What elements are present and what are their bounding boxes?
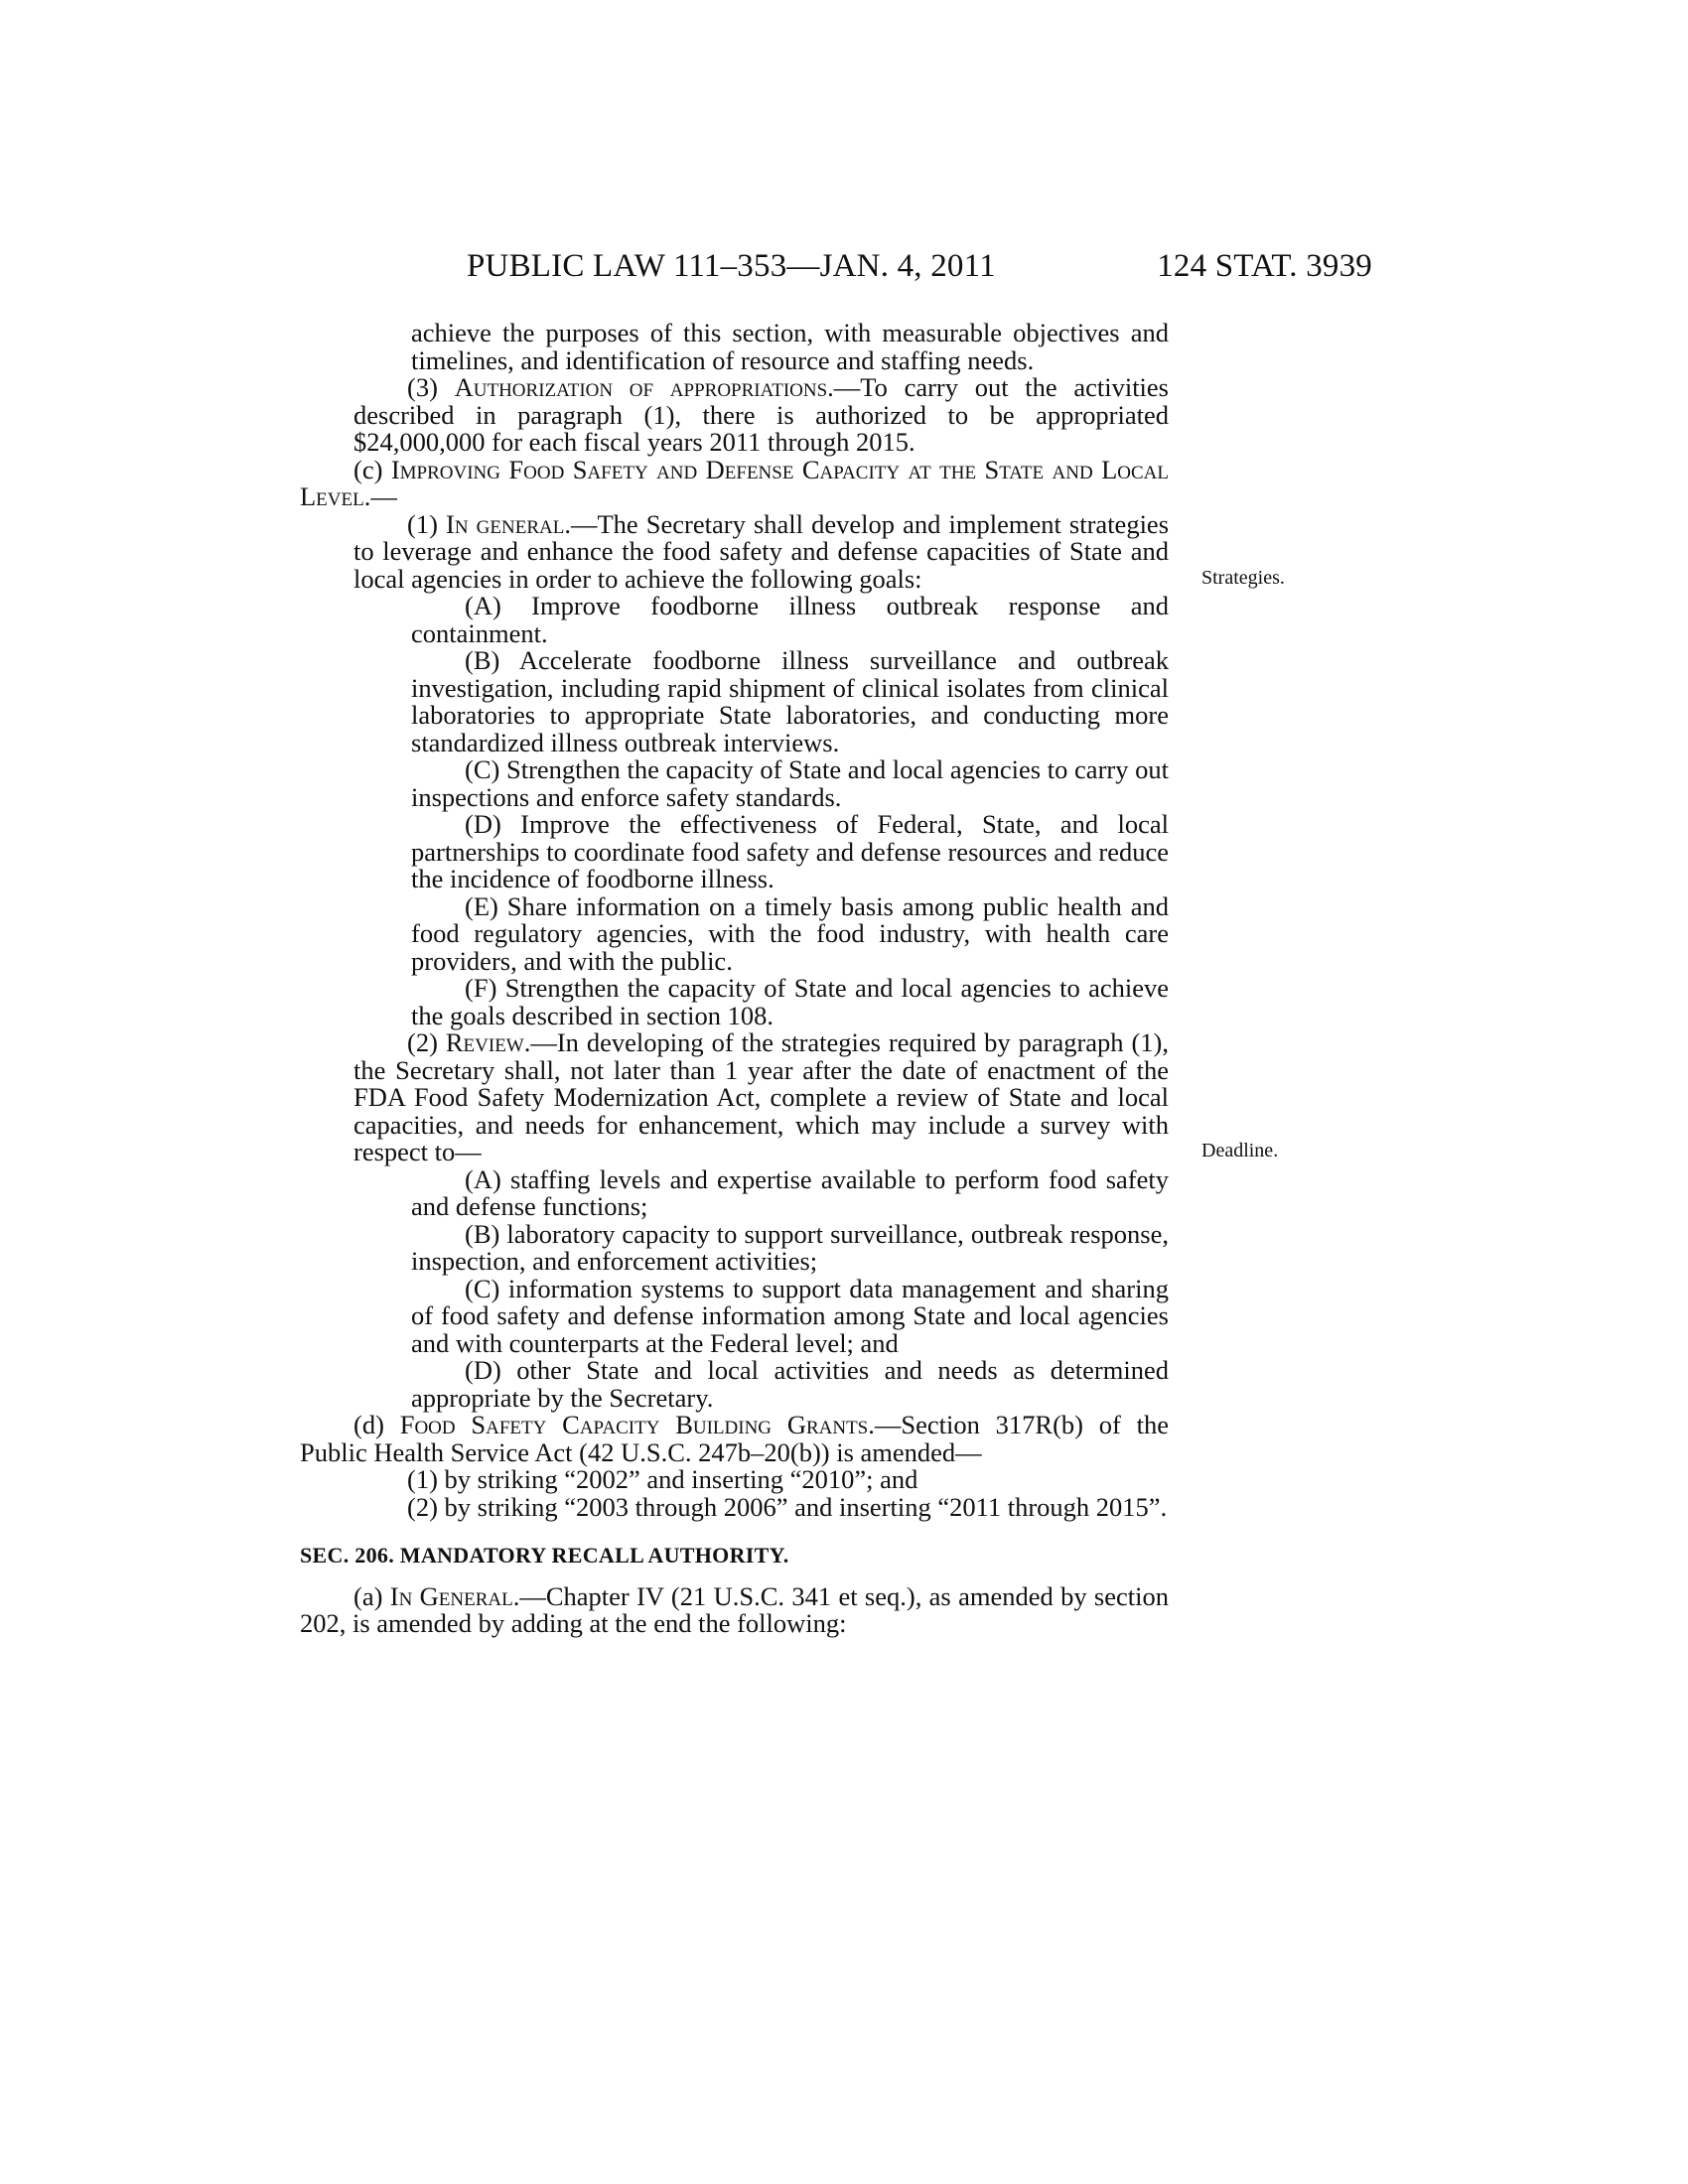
subsection-heading: Food Safety Capacity Building Grants (399, 1410, 869, 1439)
amendment-item-2: (2) by striking “2003 through 2006” and inserting “2011 through 2015”. (407, 1491, 1168, 1522)
page-header (467, 248, 1372, 288)
goal-e: (E) Share information on a timely basis among public health and food regulatory agencies, with the food industry, with health care providers, and with the public. (411, 890, 1169, 976)
subsection-d (300, 1412, 1169, 1466)
paragraph-heading: In general (446, 508, 565, 539)
paragraph-number: (2) (407, 1027, 446, 1057)
subsection-text: .—Chapter IV (21 U.S.C. 341 et seq.), as amended by section 202, is amended by adding at the end the following: (300, 1580, 1169, 1638)
review-item-c: (C) information systems to support data management and sharing of food safety and defense information among State and local agencies and with counterparts at the Federal level; and (411, 1273, 1169, 1358)
review-item-a: (A) staffing levels and expertise available to perform food safety and defense functions; (411, 1163, 1169, 1221)
goal-c: (C) Strengthen the capacity of State and local agencies to carry out inspections and enforce safety standards. (411, 754, 1169, 812)
subsection-heading: Improving Food Safety and Defense Capacity at the State and Local Level (300, 454, 1169, 511)
margin-note-strategies: Strategies. (1201, 567, 1285, 589)
subsection-text: .—Section 317R(b) of the Public Health Service Act (42 U.S.C. 247b–20(b)) is amended— (300, 1410, 1170, 1467)
subsection-number: (a) (353, 1580, 390, 1611)
paragraph-text: .—In developing of the strategies required by paragraph (1), the Secretary shall, not later than 1 year after the date of enactment of the FDA Food Safety Modernization Act, complete a review of State and local capacities, and needs for enhancement, which may include a survey with respect to— (353, 1027, 1170, 1166)
subsection-a (300, 1580, 1169, 1638)
subsection-number: (d) (353, 1410, 400, 1439)
paragraph-text: .—To carry out the activities described in paragraph (1), there is authorized to be appropriated $24,000,000 for each fiscal years 2011 through 2015. (353, 372, 1169, 457)
paragraph-number: (3) (407, 372, 455, 402)
paragraph-c2 (300, 1029, 1169, 1166)
document-body (300, 320, 1169, 1638)
section-206-heading: SEC. 206. MANDATORY RECALL AUTHORITY. (300, 1543, 789, 1568)
goal-a: (A) Improve foodborne illness outbreak response and containment. (411, 591, 1169, 648)
paragraph-text: .—The Secretary shall develop and implement strategies to leverage and enhance the food safety and defense capacities of State and local agencies in order to achieve the following goals: (353, 508, 1170, 594)
goal-d: (D) Improve the effectiveness of Federal, State, and local partnerships to coordinate food safety and defense resources and reduce the incidence of foodborne illness. (411, 809, 1169, 893)
amendment-item-1: (1) by striking “2002” and inserting “2010”; and (407, 1464, 918, 1494)
paragraph-c1 (300, 508, 1170, 594)
paragraph-b3 (300, 374, 1169, 457)
paragraph-heading: Authorization of appropriations (454, 372, 828, 402)
statute-page-number: 124 STAT. 3939 (1157, 248, 1372, 284)
review-item-d: (D) other State and local activities and needs as determined appropriate by the Secretary. (411, 1355, 1169, 1413)
paragraph-heading: Review (445, 1027, 524, 1057)
subsection-c (300, 454, 1169, 511)
public-law-citation: PUBLIC LAW 111–353—JAN. 4, 2011 (467, 248, 996, 284)
paragraph-number: (1) (407, 508, 447, 539)
goal-f: (F) Strengthen the capacity of State and local agencies to achieve the goals described in section 108. (411, 973, 1169, 1030)
subsection-text: .— (363, 481, 397, 511)
subsection-heading: In General (389, 1580, 513, 1611)
subsection-number: (c) (353, 454, 391, 484)
margin-note-deadline: Deadline. (1201, 1140, 1279, 1161)
goal-b: (B) Accelerate foodborne illness surveillance and outbreak investigation, including rapid shipment of clinical isolates from clinical laboratories to appropriate State laboratories, and conducting more standardized illness outbreak interviews. (411, 645, 1169, 757)
paragraph-continuation: achieve the purposes of this section, with measurable objectives and timelines, and identification of resource and staffing needs. (411, 318, 1169, 375)
review-item-b: (B) laboratory capacity to support surveillance, outbreak response, inspection, and enforcement activities; (411, 1218, 1169, 1276)
